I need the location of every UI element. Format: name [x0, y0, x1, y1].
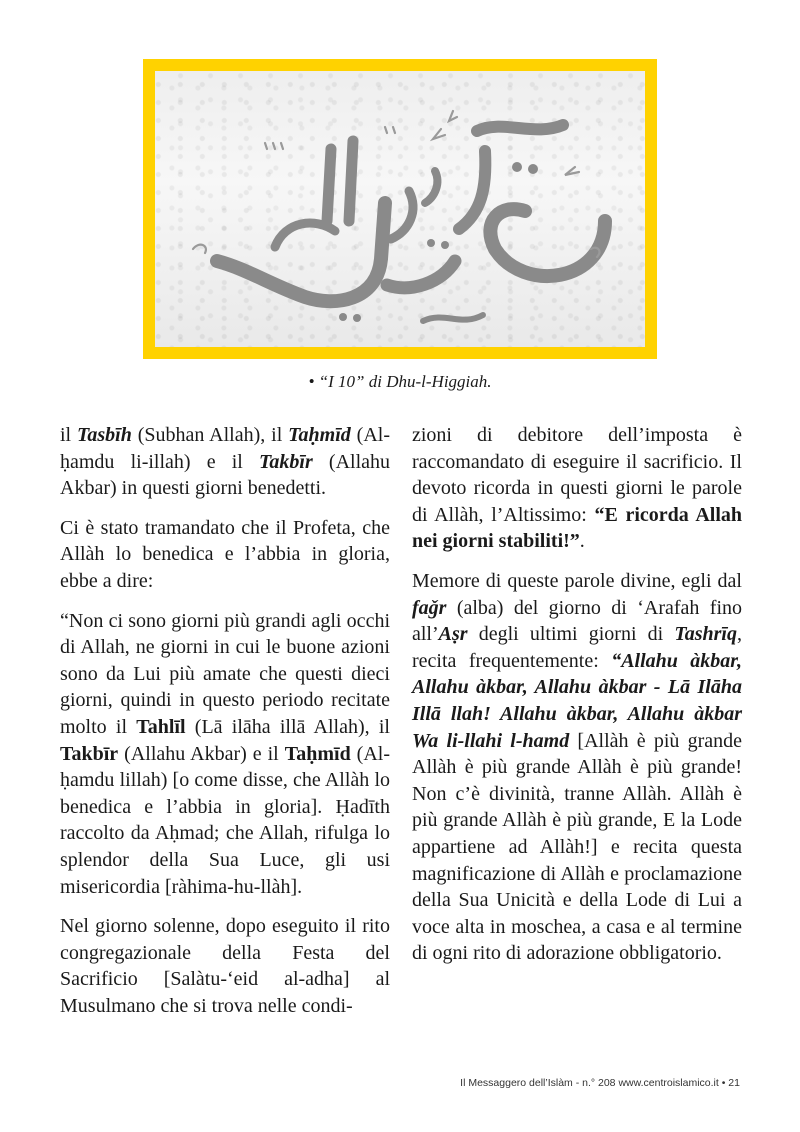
emphasized-term: Tashrīq [674, 623, 737, 646]
text-run: (Allahu Akbar) e il [118, 742, 285, 765]
text-run: (Subhan Allah), il [131, 424, 289, 446]
text-run: (Allahu Akbar) in questi giorni benedetti. [60, 450, 391, 500]
emphasized-term: “E ricorda Allah nei giorni stabiliti!” [412, 503, 743, 553]
paragraph-festival: Nel giorno solenne, dopo eseguito il rito congregazionale della Festa del Sacrificio [Salàtu-‘eid al-adha] al Musulmano che si trova nelle condi- [60, 915, 390, 1017]
paragraph-takbir-recitation [412, 568, 742, 967]
text-run: degli ultimi giorni di [467, 623, 675, 646]
emphasized-term: Tasbīh [77, 424, 132, 446]
calligraphy-image [143, 59, 657, 359]
emphasized-term: Takbīr [259, 450, 313, 473]
text-run: Memore di queste parole divine, egli dal [412, 569, 742, 592]
text-run: zioni di debitore dell’imposta è raccomandato di eseguire il sacrificio. Il devoto ricorda in questi giorni le parole di Allàh, l’Altissimo: [412, 424, 742, 526]
emphasized-term: faǧr [412, 596, 447, 619]
paragraph-hadith-quote [60, 608, 390, 901]
right-column [412, 422, 742, 980]
emphasized-term: Aṣr [438, 623, 468, 646]
emphasized-term: Tahlīl [136, 715, 186, 738]
paragraph-invocations [60, 422, 390, 502]
emphasized-term: “Allahu àkbar, Allahu àkbar, Allahu àkbar - Lā Ilāha Illā llah! Allahu àkbar, Allahu àkbar Wa li-llahi l-hamd [412, 649, 742, 752]
figure-caption: • “I 10” di Dhu-l-Higgiah. [308, 372, 492, 391]
text-run: (Al-ḥamdu lillah) [o come disse, che Allàh lo benedica e l’abbia in gloria]. Ḥadīth raccolto da Aḥmad; che Allah, rifulga lo splendor della Sua Luce, gli usi misericordia [ràhima-hu-llàh]. [60, 742, 390, 898]
left-column [60, 422, 390, 1032]
paragraph-prophet-intro: Ci è stato tramandato che il Profeta, che Allàh lo benedica e l’abbia in gloria, ebbe a dire: [60, 516, 390, 592]
text-run: . [579, 530, 585, 553]
text-run: (Al-ḥamdu li-illah) e il [60, 424, 390, 473]
emphasized-term: Takbīr [60, 742, 119, 765]
text-run: (alba) del giorno di ‘Arafah fino all’ [412, 596, 742, 646]
text-run: il [60, 424, 77, 446]
page-footer: Il Messaggero dell’Islàm - n.° 208 www.centroislamico.it • 21 [460, 1077, 740, 1089]
paragraph-sacrifice [412, 422, 742, 555]
emphasized-term: Taḥmīd [284, 742, 351, 765]
text-run: (Lā ilāha illā Allah), il [185, 715, 390, 738]
arabic-calligraphy-art [155, 71, 645, 347]
text-run: , recita frequentemente: [412, 623, 742, 672]
emphasized-term: Taḥmīd [288, 424, 351, 446]
text-run: [Allàh è più grande Allàh è più grande Allàh è più grande! Non c’è divinità, tranne Allàh. Allàh è più grande Allàh è più grande, E la Lode appartiene ad Allàh!] e recita questa magnificazione di Allàh e proclamazione della Sua Unicità e della Lode di Lui a voce alta in moschea, a casa e al termine di ogni rito di adorazione obbligatorio. [412, 729, 742, 965]
text-run: “Non ci sono giorni più grandi agli occhi di Allah, ne giorni in cui le buone azioni sono da Lui più amate che questi dieci giorni, quindi in questo periodo recitate molto il [60, 609, 390, 738]
